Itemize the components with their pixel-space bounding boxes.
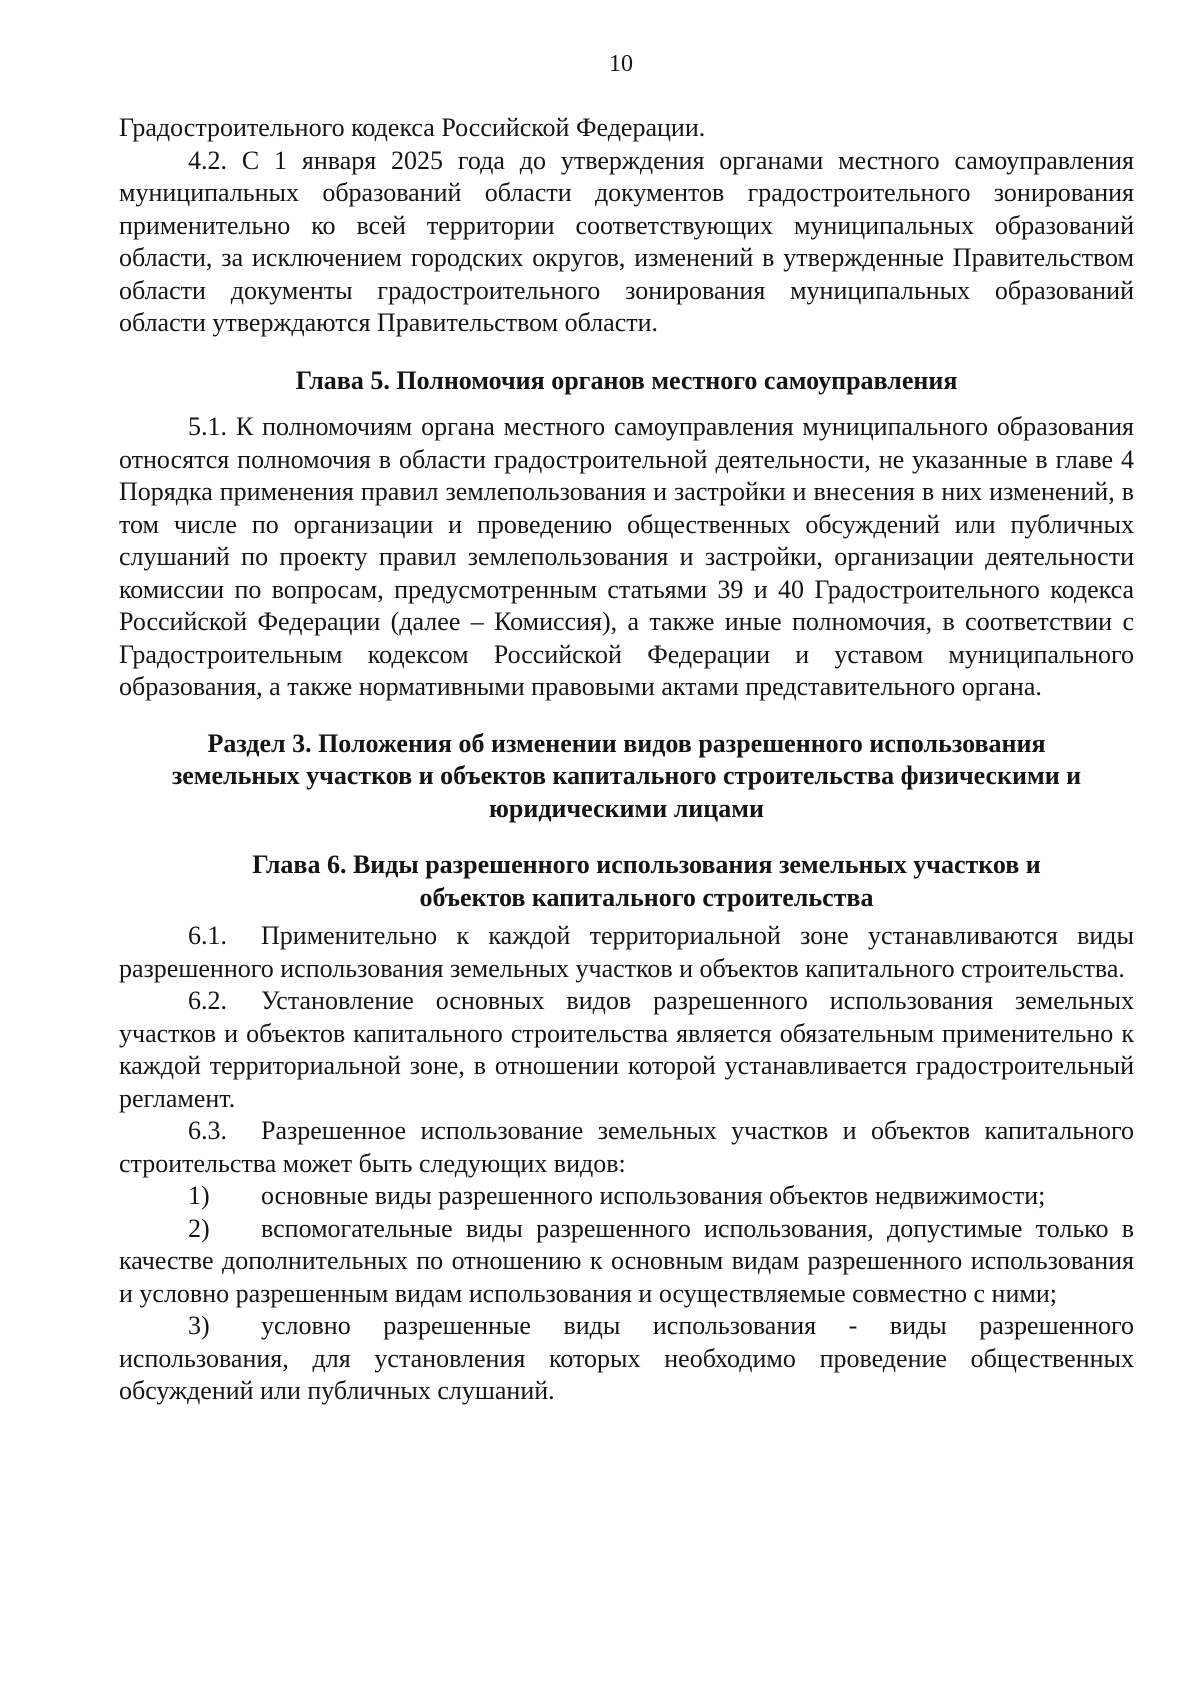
paragraph-6-3 bbox=[119, 1115, 1134, 1180]
chapter-6-title bbox=[159, 849, 1134, 914]
paragraph-number: 6.2. bbox=[188, 986, 227, 1015]
paragraph-number: 6.1. bbox=[188, 921, 227, 950]
paragraph-number: 6.3. bbox=[188, 1116, 227, 1145]
paragraph-text: Применительно к каждой территориальной зоне устанавливаются виды разрешенного использования земельных участков и объектов капитального строительства. bbox=[119, 921, 1134, 983]
paragraph-6-2 bbox=[119, 985, 1134, 1115]
chapter-6-title-line: Глава 6. Виды разрешенного использования земельных участков и bbox=[252, 850, 1041, 879]
section-3-title-line: Раздел 3. Положения об изменении видов разрешенного использования bbox=[207, 728, 1046, 758]
chapter-5-title: Глава 5. Полномочия органов местного самоуправления bbox=[295, 365, 958, 395]
paragraph-6-1 bbox=[119, 920, 1134, 985]
section-3-title bbox=[119, 728, 1134, 826]
list-item bbox=[119, 1310, 1134, 1408]
list-item bbox=[119, 1180, 1134, 1213]
chapter-6-title-line: объектов капитального строительства bbox=[419, 882, 874, 912]
list-item-number: 3) bbox=[188, 1311, 210, 1340]
section-3-title-line: юридическими лицами bbox=[489, 793, 764, 823]
paragraph-text: Разрешенное использование земельных участков и объектов капитального строительства может быть следующих видов: bbox=[119, 1116, 1134, 1178]
list-item bbox=[119, 1213, 1134, 1311]
paragraph-5-1: 5.1. К полномочиям органа местного самоуправления муниципального образования относятся полномочия в области градостроительной деятельности, не указанные в главе 4 Порядка применения правил землепользования и застройки и внесения в них изменений, в том числе по организации и проведению общественных обсуждений или публичных слушаний по проекту правил землепользования и застройки, организации деятельности комиссии по вопросам, предусмотренным статьями 39 и 40 Градостроительного кодекса Российской Федерации (далее – Комиссия), а также иные полномочия, в соответствии с Градостроительным кодексом Российской Федерации и уставом муниципального образования, а также нормативными правовыми актами представительного органа. bbox=[119, 412, 1134, 701]
paragraph-4-2: 4.2. С 1 января 2025 года до утверждения органами местного самоуправления муниципальных образований области документов градостроительного зонирования применительно ко всей территории соответствующих муниципальных образований области, за исключением городских округов, изменений в утвержденные Правительством области документы градостроительного зонирования муниципальных образований области утверждаются Правительством области. bbox=[119, 145, 1134, 337]
page-number: 10 bbox=[609, 51, 633, 77]
section-3-title-line: земельных участков и объектов капитального строительства физическими и bbox=[171, 761, 1082, 790]
document-body bbox=[119, 112, 1134, 1408]
list-item-text: основные виды разрешенного использования объектов недвижимости; bbox=[261, 1181, 1046, 1210]
paragraph-text: Установление основных видов разрешенного использования земельных участков и объектов капитального строительства является обязательным применительно к каждой территориальной зоне, в отношении которой устанавливается градостроительный регламент. bbox=[119, 986, 1134, 1113]
list-item-number: 2) bbox=[188, 1213, 210, 1243]
list-item-text: вспомогательные виды разрешенного использования, допустимые только в качестве дополнительных по отношению к основным видам разрешенного использования и условно разрешенным видам использования и осуществляемые совместно с ними; bbox=[119, 1213, 1134, 1308]
intro-line: Градостроительного кодекса Российской Федерации. bbox=[119, 113, 706, 142]
list-item-text: условно разрешенные виды использования - виды разрешенного использования, для установления которых необходимо проведение общественных обсуждений или публичных слушаний. bbox=[119, 1311, 1134, 1405]
list-item-number: 1) bbox=[188, 1181, 210, 1210]
